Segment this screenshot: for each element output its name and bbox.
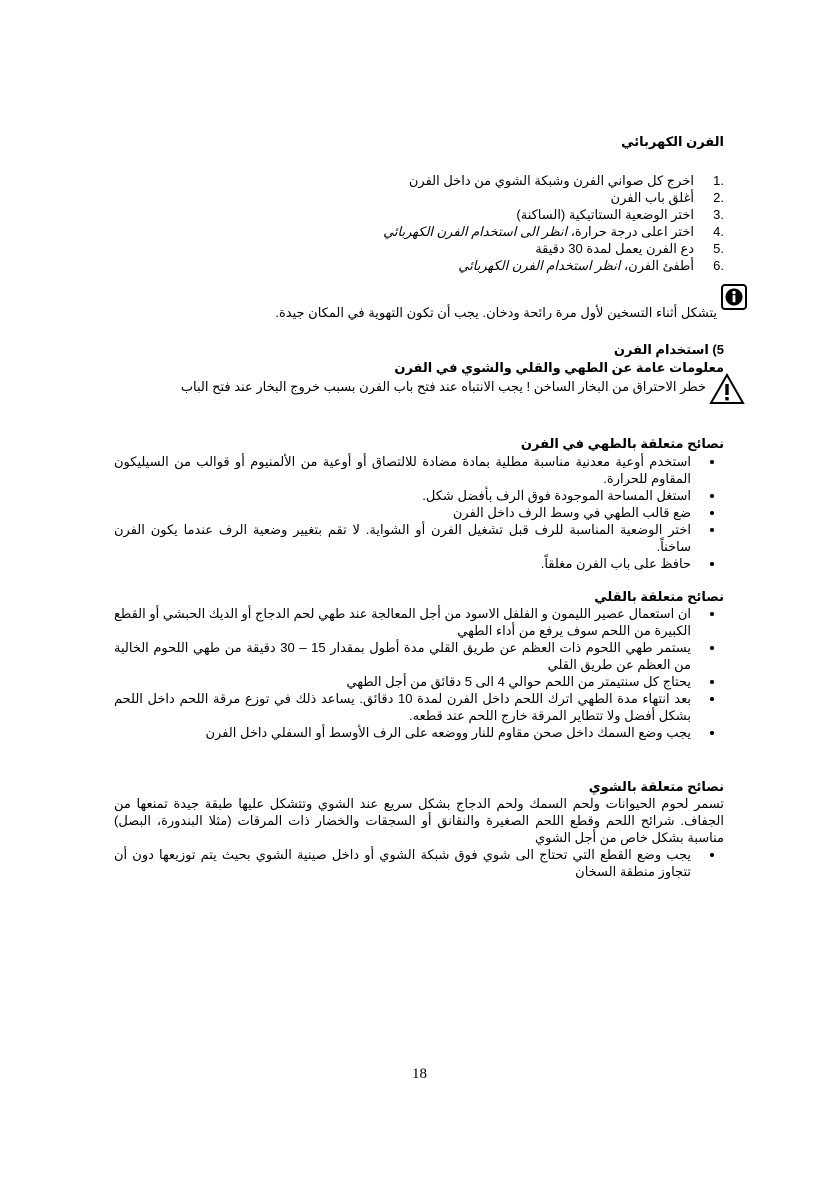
- bullet-icon: [710, 528, 714, 532]
- list-item: 2. أغلق باب الفرن: [610, 190, 724, 205]
- cooking-tips-list: [114, 453, 724, 572]
- bullet-icon: [710, 853, 714, 857]
- warning-text: خطر الاحتراق من البخار الساخن ! يجب الانتباه عند فتح باب الفرن بسبب خروج البخار عند فتح الباب: [180, 379, 706, 394]
- bullet-icon: [710, 494, 714, 498]
- list-item: يجب وضع السمك داخل صحن مقاوم للنار ووضعه على الرف الأوسط أو السفلي داخل الفرن: [114, 724, 724, 741]
- cooking-tips-heading: نصائح متعلقة بالطهي في الفرن: [520, 436, 724, 451]
- list-item: ضع قالب الطهي في وسط الرف داخل الفرن: [114, 504, 724, 521]
- grilling-tips-list: [114, 846, 724, 880]
- list-item: 6. أطفئ الفرن، انظر استخدام الفرن الكهربائي: [458, 258, 724, 273]
- list-item: استخدم أوعية معدنية مناسبة مطلية بمادة مضادة للالتصاق أو أوعية من الألمنيوم أو قوالب من السيليكون المقاوم للحرارة.: [114, 453, 724, 487]
- warning-icon: [709, 373, 745, 405]
- bullet-icon: [710, 731, 714, 735]
- bullet-icon: [710, 680, 714, 684]
- list-item: ان استعمال عصير الليمون و الفلفل الاسود من أجل المعالجة عند طهي لحم الدجاج أو الديك الحبشي أو القطع الكبيرة من اللحم سوف يرفع من أداء الطهي: [114, 605, 724, 639]
- list-item: بعد انتهاء مدة الطهي اترك اللحم داخل الفرن لمدة 10 دقائق. يساعد ذلك في توزع مرقة اللحم داخل اللحم بشكل أفضل ولا تتطاير المرقة خارج اللحم عند قطعه.: [114, 690, 724, 724]
- list-item: 1. اخرج كل صواني الفرن وشبكة الشوي من داخل الفرن: [408, 173, 724, 188]
- page-number: 18: [412, 1066, 427, 1082]
- list-item: يجب وضع القطع التي تحتاج الى شوي فوق شبكة الشوي أو داخل صينية الشوي بحيث يتم توزيعها دون أن تتجاوز منطقة السخان: [114, 846, 724, 880]
- bullet-icon: [710, 612, 714, 616]
- list-item: 5. دع الفرن يعمل لمدة 30 دقيقة: [535, 241, 724, 256]
- info-icon: [721, 284, 747, 310]
- bullet-icon: [710, 460, 714, 464]
- grilling-tips-heading: نصائح متعلقة بالشوي: [588, 779, 724, 794]
- list-item: حافظ على باب الفرن مغلقاً.: [114, 555, 724, 572]
- first-use-steps-list: [114, 172, 724, 274]
- info-note: يتشكل أثناء التسخين لأول مرة رائحة ودخان. يجب أن تكون التهوية في المكان جيدة.: [275, 305, 717, 320]
- bullet-icon: [710, 697, 714, 701]
- list-item: اختر الوضعية المناسبة للرف قبل تشغيل الفرن أو الشواية. لا تقم بتغيير وضعية الرف عندما يكون الفرن ساخناً.: [114, 521, 724, 555]
- general-info-heading: معلومات عامة عن الطهي والقلي والشوي في الفرن: [394, 360, 724, 375]
- list-item: 3. اختر الوضعية الستاتيكية (الساكنة): [516, 207, 724, 222]
- list-item: يستمر طهي اللحوم ذات العظم عن طريق القلي مدة أطول بمقدار 15 – 30 دقيقة من طهي اللحوم الخالية من العظم عن طريق القلي: [114, 639, 724, 673]
- list-item: استغل المساحة الموجودة فوق الرف بأفضل شكل.: [114, 487, 724, 504]
- bullet-icon: [710, 511, 714, 515]
- list-item: يحتاج كل سنتيمتر من اللحم حوالي 4 الى 5 دقائق من أجل الطهي: [114, 673, 724, 690]
- grilling-paragraph: تسمر لحوم الحيوانات ولحم السمك ولحم الدجاج بشكل سريع عند الشوي وتتشكل عليها طبقة جيدة تمنعها من الجفاف. شرائح اللحم وقطع اللحم الصغيرة والنقانق أو السجقات والخضار ذات المرقات (مثلا البندورة، البصل) مناسبة بشكل خاص من أجل الشوي: [114, 796, 724, 845]
- bullet-icon: [710, 562, 714, 566]
- list-item: 4. اختر اعلى درجة حرارة، انظر الى استخدام الفرن الكهربائي: [383, 224, 724, 239]
- bullet-icon: [710, 646, 714, 650]
- section-5-title: 5) استخدام الفرن: [613, 342, 724, 357]
- frying-tips-list: [114, 605, 724, 741]
- frying-tips-heading: نصائح متعلقة بالقلي: [594, 589, 724, 604]
- heading-electric-oven: الفرن الكهربائي: [621, 134, 724, 149]
